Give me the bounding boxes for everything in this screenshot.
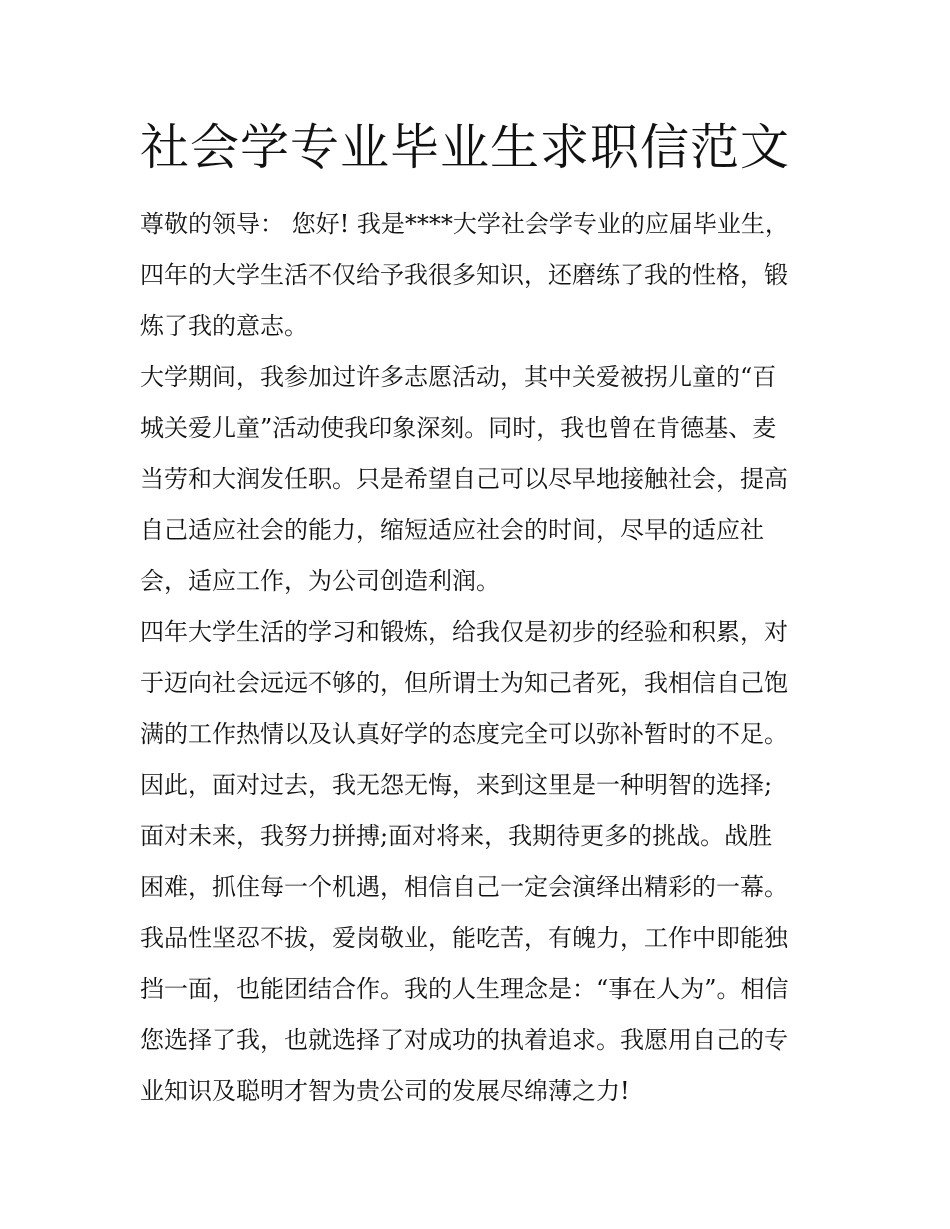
document-body <box>140 199 820 1117</box>
body-line: 面对未来，我努力拼搏;面对将来，我期待更多的挑战。战胜 <box>140 822 773 850</box>
body-line: 四年大学生活的学习和锻炼，给我仅是初步的经验和积累，对 <box>140 618 788 646</box>
body-line: 炼了我的意志。 <box>140 312 308 340</box>
body-line: 满的工作热情以及认真好学的态度完全可以弥补暂时的不足。 <box>140 720 788 748</box>
body-line: 挡一面，也能团结合作。我的人生理念是：“事在人为”。相信 <box>140 975 789 1003</box>
body-line: 您选择了我，也就选择了对成功的执着追求。我愿用自己的专 <box>140 1026 788 1054</box>
body-line: 业知识及聪明才智为贵公司的发展尽绵薄之力! <box>140 1077 630 1105</box>
body-line: 我品性坚忍不拔，爱岗敬业，能吃苦，有魄力，工作中即能独 <box>140 924 788 952</box>
body-line: 因此，面对过去，我无怨无悔，来到这里是一种明智的选择; <box>140 771 773 799</box>
body-line: 四年的大学生活不仅给予我很多知识，还磨练了我的性格，锻 <box>140 261 788 289</box>
body-line: 会，适应工作，为公司创造利润。 <box>140 567 500 595</box>
document-title: 社会学专业毕业生求职信范文 <box>140 119 791 176</box>
body-line: 于迈向社会远远不够的，但所谓士为知己者死，我相信自己饱 <box>140 669 788 697</box>
body-line: 自己适应社会的能力，缩短适应社会的时间，尽早的适应社 <box>140 516 764 544</box>
body-line: 困难，抓住每一个机遇，相信自己一定会演绎出精彩的一幕。 <box>140 873 788 901</box>
body-line: 尊敬的领导： 您好! 我是****大学社会学专业的应届毕业生， <box>140 210 789 238</box>
body-line: 当劳和大润发任职。只是希望自己可以尽早地接触社会，提高 <box>140 465 788 493</box>
body-line: 大学期间，我参加过许多志愿活动，其中关爱被拐儿童的“百 <box>140 363 777 391</box>
body-line: 城关爱儿童”活动使我印象深刻。同时，我也曾在肯德基、麦 <box>140 414 777 442</box>
